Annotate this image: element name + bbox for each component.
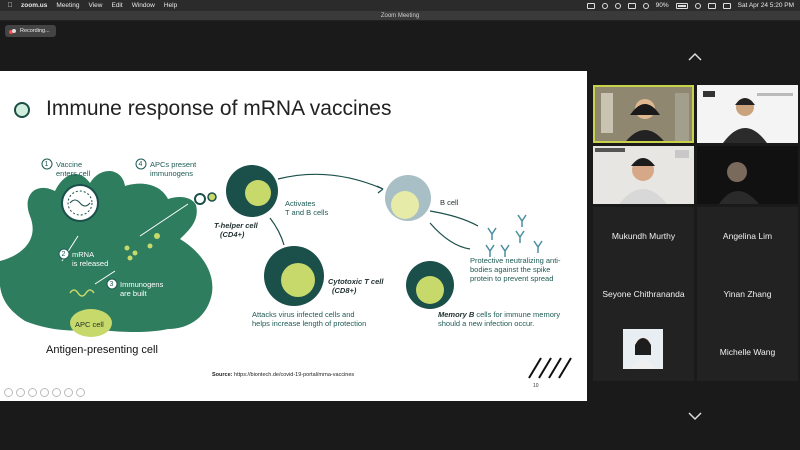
step-3-number: 3 <box>109 281 114 288</box>
participant-tile[interactable] <box>593 207 694 265</box>
step-3-label-line2: are built <box>120 289 147 298</box>
slide-title: Immune response of mRNA vaccines <box>46 97 392 120</box>
protective-label-line1: Protective neutralizing anti- <box>470 256 561 265</box>
participant-tile[interactable] <box>593 265 694 323</box>
memory-b-bold: Memory B <box>438 310 475 319</box>
battery-icon[interactable] <box>676 3 688 9</box>
toolbar-zoom-icon[interactable] <box>52 388 61 397</box>
participant-name: Michelle Wang <box>719 347 776 357</box>
immunogen-icon <box>148 244 153 249</box>
menu-app-name[interactable]: zoom.us <box>21 2 48 9</box>
recording-indicator[interactable] <box>5 25 56 37</box>
window-title: Zoom Meeting <box>380 13 420 19</box>
toolbar-next-icon[interactable] <box>16 388 25 397</box>
participant-name: Yinan Zhang <box>723 289 772 299</box>
wifi-icon[interactable] <box>695 3 701 9</box>
antigen-icon <box>208 193 216 201</box>
toolbar-more-icon[interactable] <box>76 388 85 397</box>
attacks-label-line2: helps increase length of protection <box>252 319 367 328</box>
decorative-hatch-icon <box>527 356 577 380</box>
step-4-number: 4 <box>138 161 143 168</box>
source-citation <box>212 372 354 378</box>
step-2-label-line1: mRNA <box>72 250 95 259</box>
status-icon[interactable] <box>602 3 608 9</box>
arrow-to-cytotoxic-icon <box>270 218 284 245</box>
t-helper-label-line1: T-helper cell <box>214 221 258 230</box>
protective-label-line3: protein to prevent spread <box>470 274 554 283</box>
immunogen-icon <box>154 233 160 239</box>
immunogen-icon <box>133 251 138 256</box>
gallery-scroll-up-icon[interactable] <box>687 52 703 62</box>
battery-percent: 90% <box>655 2 669 9</box>
antibody-icon <box>518 215 526 227</box>
participant-tile-active-speaker[interactable] <box>593 85 694 143</box>
control-center-icon[interactable] <box>723 3 731 9</box>
mac-menu-bar <box>0 0 800 11</box>
recording-label: Recording... <box>20 28 50 34</box>
window-title-bar <box>0 11 800 21</box>
recording-icon <box>9 29 16 34</box>
menu-meeting[interactable]: Meeting <box>56 2 80 9</box>
participant-name: Mukundh Murthy <box>611 231 676 241</box>
activates-label-line1: Activates <box>285 199 316 208</box>
participant-video-icon <box>697 146 798 204</box>
participant-name: Seyone Chithrananda <box>602 289 685 299</box>
gallery-scroll-down-icon[interactable] <box>687 411 703 421</box>
immunogen-icon <box>128 256 133 261</box>
step-4-label-line1: APCs present <box>150 160 197 169</box>
toolbar-prev-icon[interactable] <box>4 388 13 397</box>
search-icon[interactable] <box>708 3 716 9</box>
participant-tile[interactable] <box>697 146 798 204</box>
memory-b-label-line1 <box>438 310 560 319</box>
apc-cell-body <box>0 171 212 332</box>
source-label: Source: <box>212 372 233 378</box>
menu-help[interactable]: Help <box>163 2 178 9</box>
receptor-icon <box>195 194 205 204</box>
cytotoxic-label-line1: Cytotoxic T cell <box>328 277 384 286</box>
cytotoxic-label-line2: (CD8+) <box>332 286 357 295</box>
arrow-to-antibodies-icon <box>430 211 478 226</box>
antibody-icon <box>516 231 524 243</box>
participant-tile[interactable] <box>697 207 798 265</box>
slide-page-number: 10 <box>533 383 539 389</box>
menu-edit[interactable]: Edit <box>111 2 123 9</box>
attacks-label-line1: Attacks virus infected cells and <box>252 310 355 319</box>
immunogen-icon <box>125 246 130 251</box>
antigen-presenting-caption: Antigen-presenting cell <box>46 344 158 356</box>
participant-video-icon <box>593 146 694 204</box>
slide-annotation-toolbar <box>4 388 85 397</box>
participant-profile-photo-icon <box>593 323 694 381</box>
antibody-icon <box>488 228 496 240</box>
participant-tile[interactable] <box>697 323 798 381</box>
memory-b-rest: cells for immune memory <box>474 310 561 319</box>
step-3-label-line1: Immunogens <box>120 280 164 289</box>
toolbar-highlighter-icon[interactable] <box>40 388 49 397</box>
arrow-to-b-cell-icon <box>278 174 383 189</box>
antibody-icon <box>534 241 542 253</box>
source-url: https://biontech.de/covid-19-portal/mrna-vaccines <box>234 372 355 378</box>
shared-screen-slide <box>0 71 587 401</box>
apc-cell-label: APC cell <box>75 320 104 329</box>
bluetooth-icon[interactable] <box>628 3 636 9</box>
menu-window[interactable]: Window <box>131 2 155 9</box>
menubar-clock[interactable]: Sat Apr 24 5:20 PM <box>737 2 794 9</box>
arrow-to-antibodies-icon <box>430 223 470 249</box>
volume-icon[interactable] <box>643 3 649 9</box>
step-2-number: 2 <box>61 251 66 258</box>
cytotoxic-nucleus <box>281 263 315 297</box>
participant-video-icon <box>697 85 798 143</box>
step-1-label-line1: Vaccine <box>56 160 83 169</box>
step-1-label-line2: enters cell <box>56 169 91 178</box>
participant-tile[interactable] <box>697 265 798 323</box>
b-cell-label: B cell <box>440 198 459 207</box>
zoom-status-icon[interactable] <box>587 3 595 9</box>
participant-name: Angelina Lim <box>722 231 773 241</box>
step-1-number: 1 <box>44 161 49 168</box>
activates-label-line2: T and B cells <box>285 208 329 217</box>
status-icon[interactable] <box>615 3 621 9</box>
t-helper-label-line2: (CD4+) <box>220 230 245 239</box>
memory-b-nucleus <box>416 276 444 304</box>
menu-view[interactable]: View <box>88 2 103 9</box>
antibodies-group-icon <box>486 215 542 257</box>
participant-video-icon <box>595 87 694 143</box>
protective-label-line2: bodies against the spike <box>470 265 551 274</box>
memory-b-label-line2: should a new infection occur. <box>438 319 535 328</box>
apple-icon[interactable] <box>5 2 15 9</box>
participant-tile[interactable] <box>593 146 694 204</box>
toolbar-pen-icon[interactable] <box>28 388 37 397</box>
participant-tile[interactable] <box>593 323 694 381</box>
toolbar-grid-icon[interactable] <box>64 388 73 397</box>
step-4-label-line2: immunogens <box>150 169 193 178</box>
t-helper-nucleus <box>245 180 271 206</box>
participant-tile[interactable] <box>697 85 798 143</box>
arrowhead-icon <box>377 186 383 193</box>
b-cell-nucleus <box>391 191 419 219</box>
step-2-label-line2: is released <box>72 259 109 268</box>
